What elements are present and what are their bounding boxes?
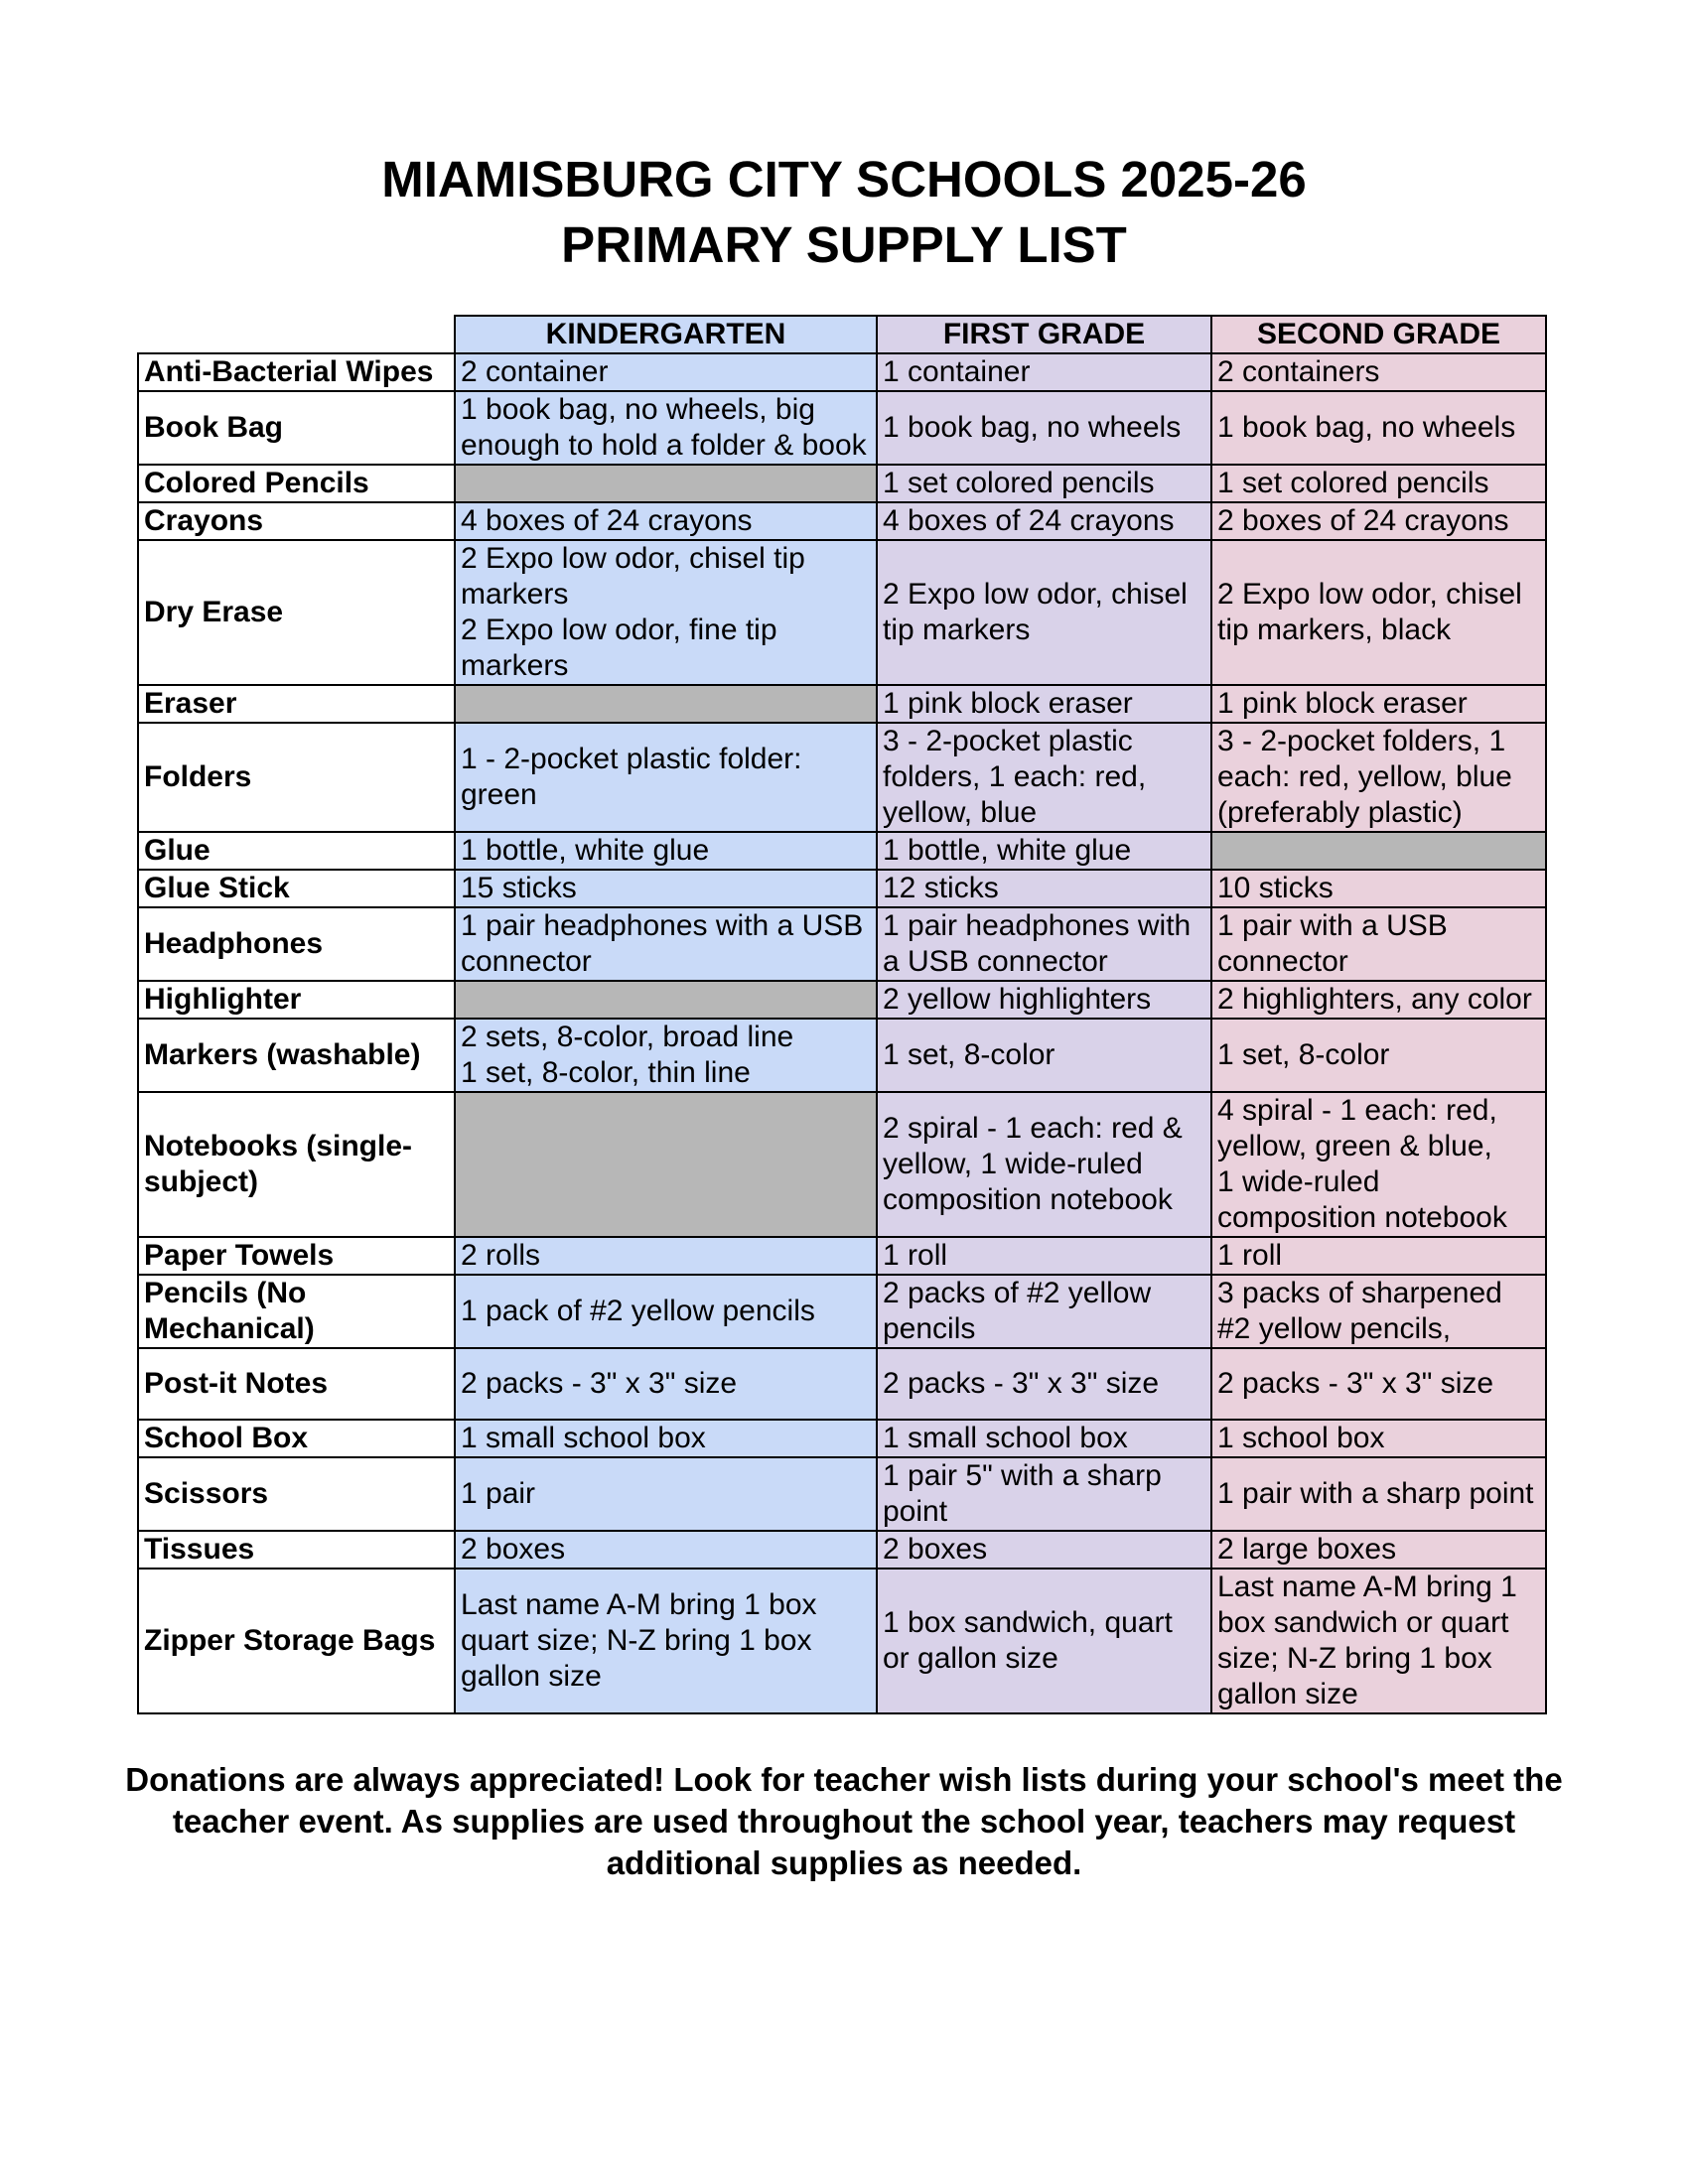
supply-item-name: Headphones bbox=[138, 907, 455, 981]
second-grade-cell: 2 highlighters, any color bbox=[1211, 981, 1546, 1019]
second-grade-cell: 3 packs of sharpened #2 yellow pencils, bbox=[1211, 1275, 1546, 1348]
first-grade-cell: 1 small school box bbox=[877, 1420, 1211, 1457]
supply-item-name: Glue Stick bbox=[138, 870, 455, 907]
supply-item-name: School Box bbox=[138, 1420, 455, 1457]
second-grade-cell: 2 Expo low odor, chisel tip markers, black bbox=[1211, 540, 1546, 685]
kindergarten-cell: 1 pair headphones with a USB connector bbox=[455, 907, 877, 981]
supply-item-name: Eraser bbox=[138, 685, 455, 723]
first-grade-cell: 12 sticks bbox=[877, 870, 1211, 907]
supply-item-name: Highlighter bbox=[138, 981, 455, 1019]
kindergarten-cell: 1 pack of #2 yellow pencils bbox=[455, 1275, 877, 1348]
first-grade-cell: 2 packs of #2 yellow pencils bbox=[877, 1275, 1211, 1348]
table-row bbox=[138, 1019, 1546, 1092]
supply-item-name: Paper Towels bbox=[138, 1237, 455, 1275]
supply-table-header bbox=[138, 316, 1546, 353]
supply-item-name: Pencils (No Mechanical) bbox=[138, 1275, 455, 1348]
first-grade-cell: 1 set, 8-color bbox=[877, 1019, 1211, 1092]
first-grade-cell: 1 book bag, no wheels bbox=[877, 391, 1211, 465]
header-kindergarten: KINDERGARTEN bbox=[455, 316, 877, 353]
kindergarten-cell: 1 - 2-pocket plastic folder: green bbox=[455, 723, 877, 832]
first-grade-cell: 2 yellow highlighters bbox=[877, 981, 1211, 1019]
second-grade-cell: 1 pink block eraser bbox=[1211, 685, 1546, 723]
kindergarten-cell: 1 pair bbox=[455, 1457, 877, 1531]
supply-item-name: Colored Pencils bbox=[138, 465, 455, 502]
supply-item-name: Crayons bbox=[138, 502, 455, 540]
table-row bbox=[138, 502, 1546, 540]
table-row bbox=[138, 907, 1546, 981]
second-grade-cell: 1 pair with a sharp point bbox=[1211, 1457, 1546, 1531]
kindergarten-cell-not-required bbox=[455, 685, 877, 723]
header-blank-cell bbox=[138, 316, 455, 353]
table-row bbox=[138, 832, 1546, 870]
first-grade-cell: 1 pair 5" with a sharp point bbox=[877, 1457, 1211, 1531]
second-grade-cell: Last name A-M bring 1 box sandwich or quart size; N-Z bring 1 box gallon size bbox=[1211, 1569, 1546, 1713]
supply-item-name: Post-it Notes bbox=[138, 1348, 455, 1420]
second-grade-cell: 3 - 2-pocket folders, 1 each: red, yellow, blue (preferably plastic) bbox=[1211, 723, 1546, 832]
supply-item-name: Tissues bbox=[138, 1531, 455, 1569]
first-grade-cell: 4 boxes of 24 crayons bbox=[877, 502, 1211, 540]
header-second-grade: SECOND GRADE bbox=[1211, 316, 1546, 353]
supply-item-name: Book Bag bbox=[138, 391, 455, 465]
table-row bbox=[138, 353, 1546, 391]
supply-item-name: Dry Erase bbox=[138, 540, 455, 685]
second-grade-cell: 4 spiral - 1 each: red, yellow, green & blue, 1 wide-ruled composition notebook bbox=[1211, 1092, 1546, 1237]
table-row bbox=[138, 1348, 1546, 1420]
supply-table bbox=[137, 315, 1547, 1714]
kindergarten-cell: 2 Expo low odor, chisel tip markers 2 Expo low odor, fine tip markers bbox=[455, 540, 877, 685]
table-row bbox=[138, 1275, 1546, 1348]
header-first-grade: FIRST GRADE bbox=[877, 316, 1211, 353]
second-grade-cell: 2 packs - 3" x 3" size bbox=[1211, 1348, 1546, 1420]
kindergarten-cell: 2 boxes bbox=[455, 1531, 877, 1569]
second-grade-cell: 2 containers bbox=[1211, 353, 1546, 391]
kindergarten-cell: 1 book bag, no wheels, big enough to hold a folder & book bbox=[455, 391, 877, 465]
supply-table-body bbox=[138, 353, 1546, 1713]
second-grade-cell-not-required bbox=[1211, 832, 1546, 870]
second-grade-cell: 10 sticks bbox=[1211, 870, 1546, 907]
kindergarten-cell: 2 sets, 8-color, broad line 1 set, 8-color, thin line bbox=[455, 1019, 877, 1092]
kindergarten-cell-not-required bbox=[455, 465, 877, 502]
table-row bbox=[138, 1420, 1546, 1457]
table-row bbox=[138, 723, 1546, 832]
table-row bbox=[138, 1457, 1546, 1531]
second-grade-cell: 2 large boxes bbox=[1211, 1531, 1546, 1569]
first-grade-cell: 2 packs - 3" x 3" size bbox=[877, 1348, 1211, 1420]
header-row bbox=[138, 316, 1546, 353]
first-grade-cell: 1 set colored pencils bbox=[877, 465, 1211, 502]
table-row bbox=[138, 540, 1546, 685]
title-line-1: MIAMISBURG CITY SCHOOLS 2025-26 bbox=[381, 151, 1307, 207]
kindergarten-cell: 1 small school box bbox=[455, 1420, 877, 1457]
second-grade-cell: 1 book bag, no wheels bbox=[1211, 391, 1546, 465]
kindergarten-cell: 2 rolls bbox=[455, 1237, 877, 1275]
donation-note: Donations are always appreciated! Look for teacher wish lists during your school's meet the teacher event. As supplies are used throughout the school year, teachers may request additional supplies as needed. bbox=[125, 1761, 1563, 1881]
supply-item-name: Zipper Storage Bags bbox=[138, 1569, 455, 1713]
kindergarten-cell: 2 packs - 3" x 3" size bbox=[455, 1348, 877, 1420]
first-grade-cell: 2 Expo low odor, chisel tip markers bbox=[877, 540, 1211, 685]
first-grade-cell: 1 container bbox=[877, 353, 1211, 391]
first-grade-cell: 1 bottle, white glue bbox=[877, 832, 1211, 870]
kindergarten-cell-not-required bbox=[455, 1092, 877, 1237]
title-line-2: PRIMARY SUPPLY LIST bbox=[561, 216, 1127, 273]
table-row bbox=[138, 1569, 1546, 1713]
supply-item-name: Glue bbox=[138, 832, 455, 870]
table-row bbox=[138, 870, 1546, 907]
kindergarten-cell: 2 container bbox=[455, 353, 877, 391]
table-row bbox=[138, 981, 1546, 1019]
table-row bbox=[138, 1092, 1546, 1237]
second-grade-cell: 1 roll bbox=[1211, 1237, 1546, 1275]
second-grade-cell: 1 pair with a USB connector bbox=[1211, 907, 1546, 981]
supply-item-name: Notebooks (single-subject) bbox=[138, 1092, 455, 1237]
first-grade-cell: 1 pink block eraser bbox=[877, 685, 1211, 723]
first-grade-cell: 3 - 2-pocket plastic folders, 1 each: red, yellow, blue bbox=[877, 723, 1211, 832]
kindergarten-cell: 15 sticks bbox=[455, 870, 877, 907]
table-row bbox=[138, 391, 1546, 465]
table-row bbox=[138, 685, 1546, 723]
supply-item-name: Anti-Bacterial Wipes bbox=[138, 353, 455, 391]
supply-item-name: Scissors bbox=[138, 1457, 455, 1531]
second-grade-cell: 1 set colored pencils bbox=[1211, 465, 1546, 502]
first-grade-cell: 1 pair headphones with a USB connector bbox=[877, 907, 1211, 981]
first-grade-cell: 1 roll bbox=[877, 1237, 1211, 1275]
second-grade-cell: 1 set, 8-color bbox=[1211, 1019, 1546, 1092]
second-grade-cell: 1 school box bbox=[1211, 1420, 1546, 1457]
kindergarten-cell-not-required bbox=[455, 981, 877, 1019]
second-grade-cell: 2 boxes of 24 crayons bbox=[1211, 502, 1546, 540]
supply-item-name: Markers (washable) bbox=[138, 1019, 455, 1092]
table-row bbox=[138, 465, 1546, 502]
first-grade-cell: 2 spiral - 1 each: red & yellow, 1 wide-ruled composition notebook bbox=[877, 1092, 1211, 1237]
supply-item-name: Folders bbox=[138, 723, 455, 832]
kindergarten-cell: 4 boxes of 24 crayons bbox=[455, 502, 877, 540]
table-row bbox=[138, 1237, 1546, 1275]
kindergarten-cell: Last name A-M bring 1 box quart size; N-Z bring 1 box gallon size bbox=[455, 1569, 877, 1713]
kindergarten-cell: 1 bottle, white glue bbox=[455, 832, 877, 870]
page-title bbox=[0, 147, 1688, 278]
table-row bbox=[138, 1531, 1546, 1569]
first-grade-cell: 1 box sandwich, quart or gallon size bbox=[877, 1569, 1211, 1713]
first-grade-cell: 2 boxes bbox=[877, 1531, 1211, 1569]
